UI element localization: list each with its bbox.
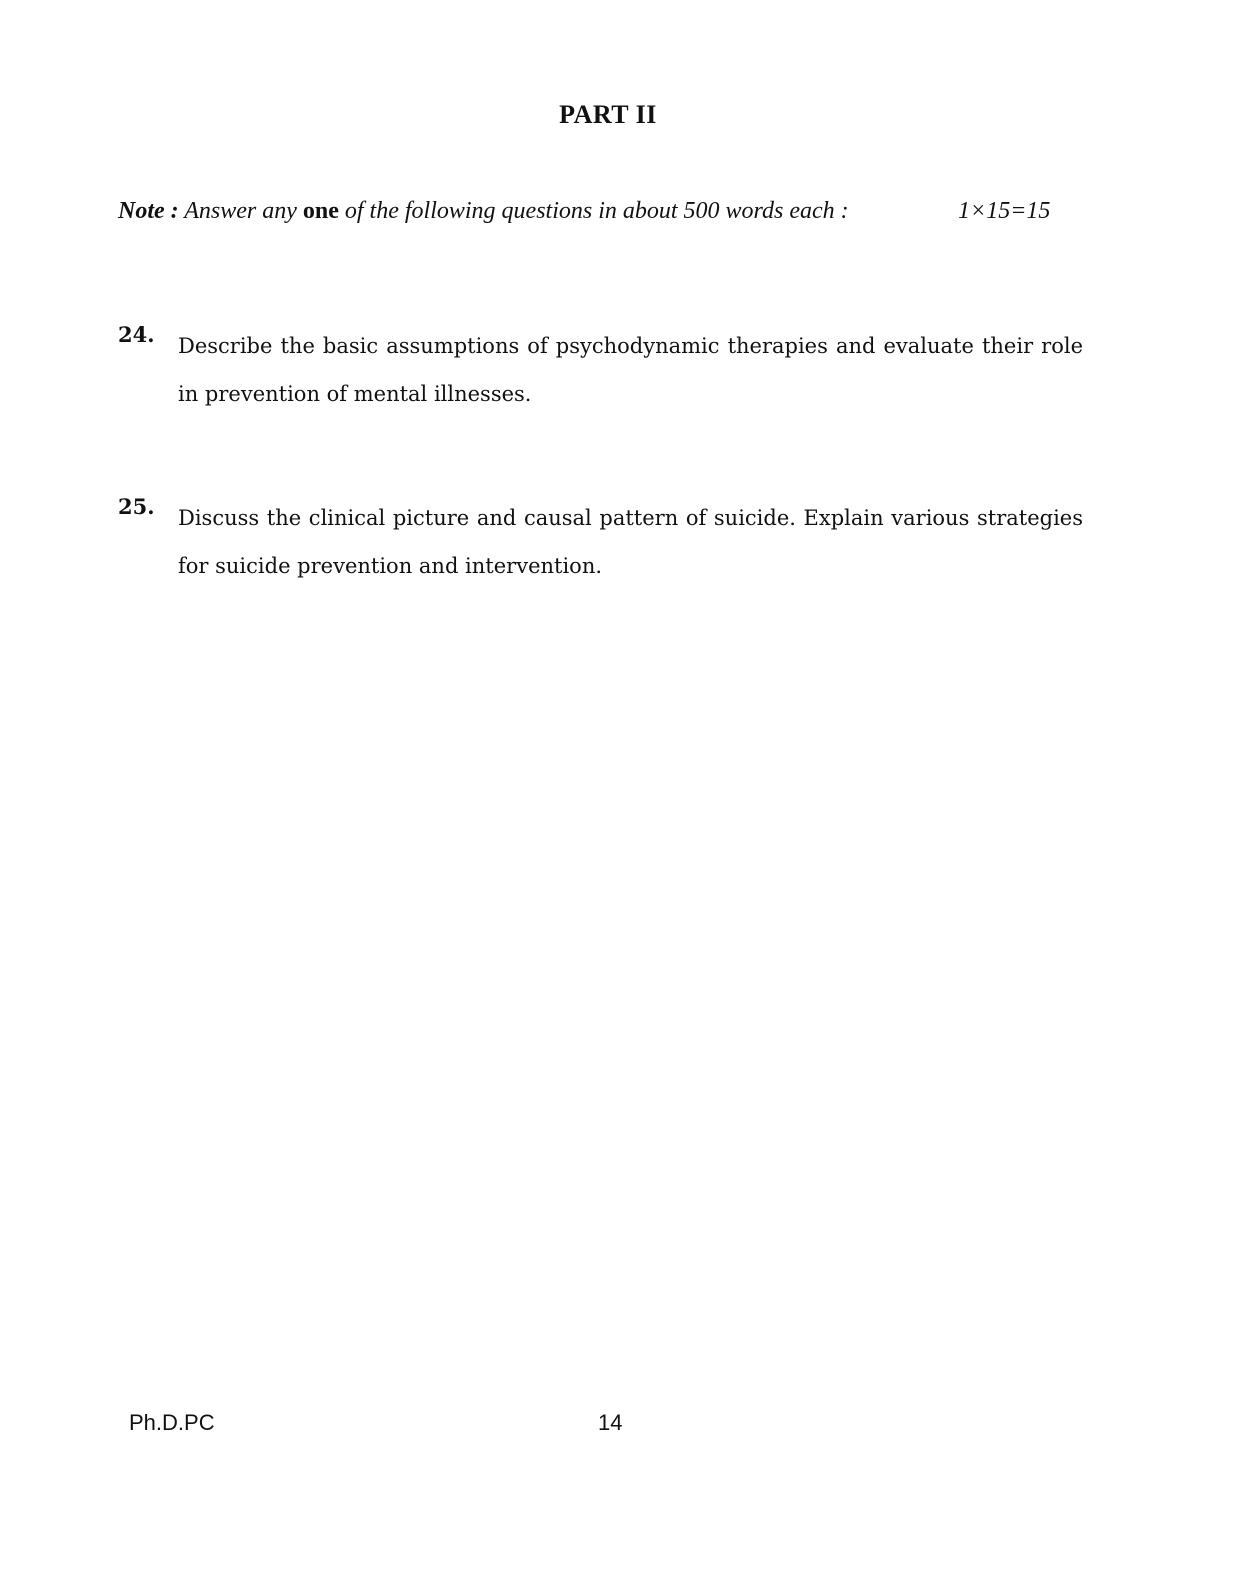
note-text-after: of the following questions in about 500 words each :	[338, 198, 849, 224]
instruction-note	[118, 198, 918, 225]
note-text-before: Answer any	[178, 198, 303, 224]
part-title: PART II	[559, 100, 657, 129]
note-emphasis: one	[302, 198, 339, 224]
note-lead: Note :	[118, 198, 179, 224]
question-text: Describe the basic assumptions of psychodynamic therapies and evaluate their role in prevention of mental illnesses.	[178, 334, 1083, 406]
question-number: 24.	[118, 322, 155, 347]
question-text: Discuss the clinical picture and causal pattern of suicide. Explain various strategies for suicide prevention and intervention.	[178, 506, 1083, 578]
marks-allocation: 1×15=15	[958, 198, 1051, 224]
question-number: 25.	[118, 494, 155, 519]
footer-page-number: 14	[598, 1410, 623, 1435]
footer-course-code: Ph.D.PC	[129, 1410, 215, 1435]
